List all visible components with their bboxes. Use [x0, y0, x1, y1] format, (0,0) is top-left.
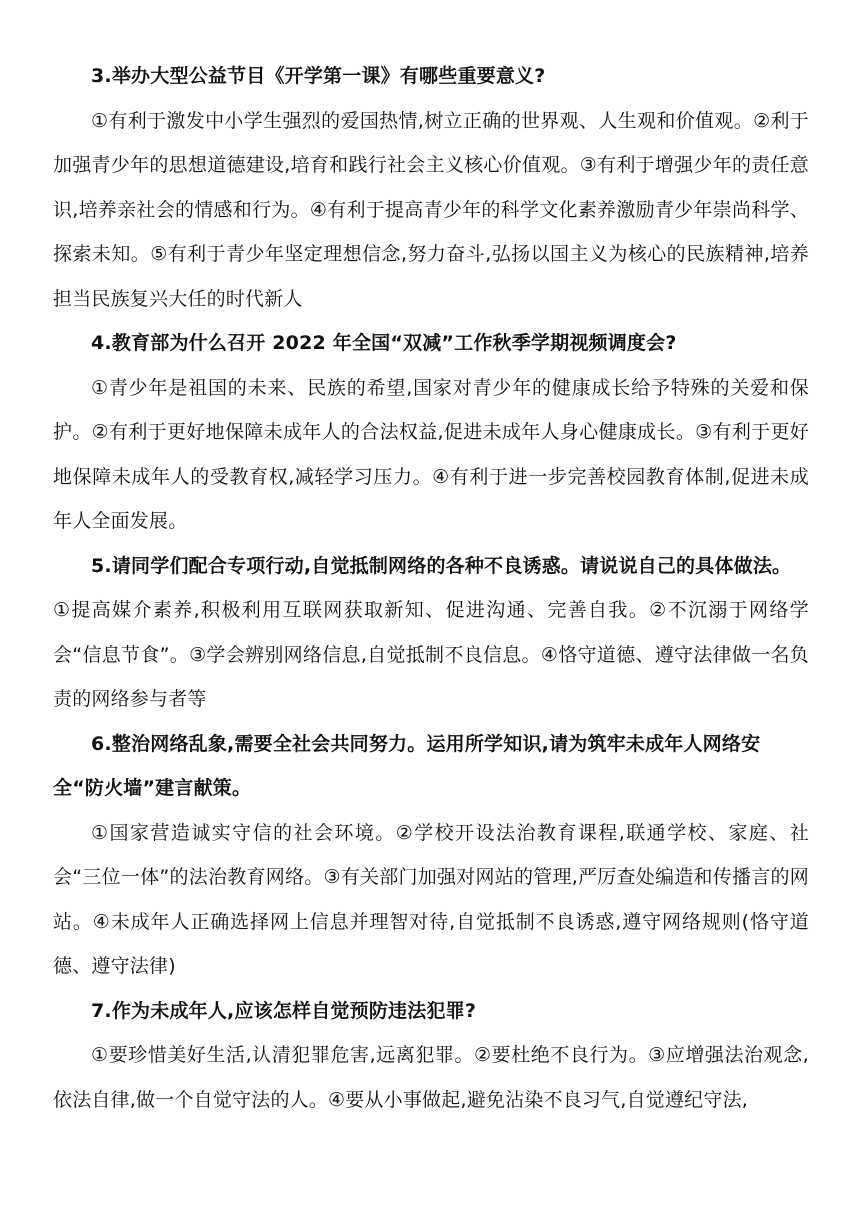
question-3: 3.举办大型公益节目《开学第一课》有哪些重要意义? — [91, 65, 546, 87]
answer-7: ①要珍惜美好生活,认清犯罪危害,远离犯罪。②要杜绝不良行为。③应增强法治观念,依法自律,做一个自觉守法的人。④要从小事做起,避免沾染不良习气,自觉遵纪守法, — [53, 1044, 809, 1111]
answer-4: ①青少年是祖国的未来、民族的希望,国家对青少年的健康成长给予特殊的关爱和保护。②有利于更好地保障未成年人的合法权益,促进未成年人身心健康成长。③有利于更好地保障未成年人的受教育权,减轻学习压力。④有利于进一步完善校园教育体制,促进未成年人全面发展。 — [53, 376, 809, 532]
answer-6: ①国家营造诚实守信的社会环境。②学校开设法治教育课程,联通学校、家庭、社会“三位一体”的法治教育网络。③有关部门加强对网站的管理,严厉查处编造和传播言的网站。④未成年人正确选择网上信息并理智对待,自觉抵制不良诱惑,遵守网络规则(恪守道德、遵守法律) — [53, 821, 809, 977]
answer-5: ①提高媒介素养,积极利用互联网获取新知、促进沟通、完善自我。②不沉溺于网络学会“信息节食”。③学会辨别网络信息,自觉抵制不良信息。④恪守道德、遵守法律做一名负责的网络参与者等 — [53, 599, 809, 710]
question-5: 5.请同学们配合专项行动,自觉抵制网络的各种不良诱惑。请说说自己的具体做法。 — [91, 554, 792, 577]
question-4: 4.教育部为什么召开 2022 年全国“双减”工作秋季学期视频调度会? — [91, 332, 677, 354]
question-7: 7.作为未成年人,应该怎样自觉预防违法犯罪? — [91, 999, 477, 1022]
document-page — [53, 54, 809, 1122]
question-6: 6.整治网络乱象,需要全社会共同努力。运用所学知识,请为筑牢未成年人网络安全“防火墙”建言献策。 — [53, 732, 761, 799]
answer-3: ①有利于激发中小学生强烈的爱国热情,树立正确的世界观、人生观和价值观。②利于加强青少年的思想道德建设,培育和践行社会主义核心价值观。③有利于增强少年的责任意识,培养亲社会的情感和行为。④有利于提高青少年的科学文化素养激励青少年崇尚科学、探索未知。⑤有利于青少年坚定理想信念,努力奋斗,弘扬以国主义为核心的民族精神,培养担当民族复兴大任的时代新人 — [53, 109, 809, 310]
